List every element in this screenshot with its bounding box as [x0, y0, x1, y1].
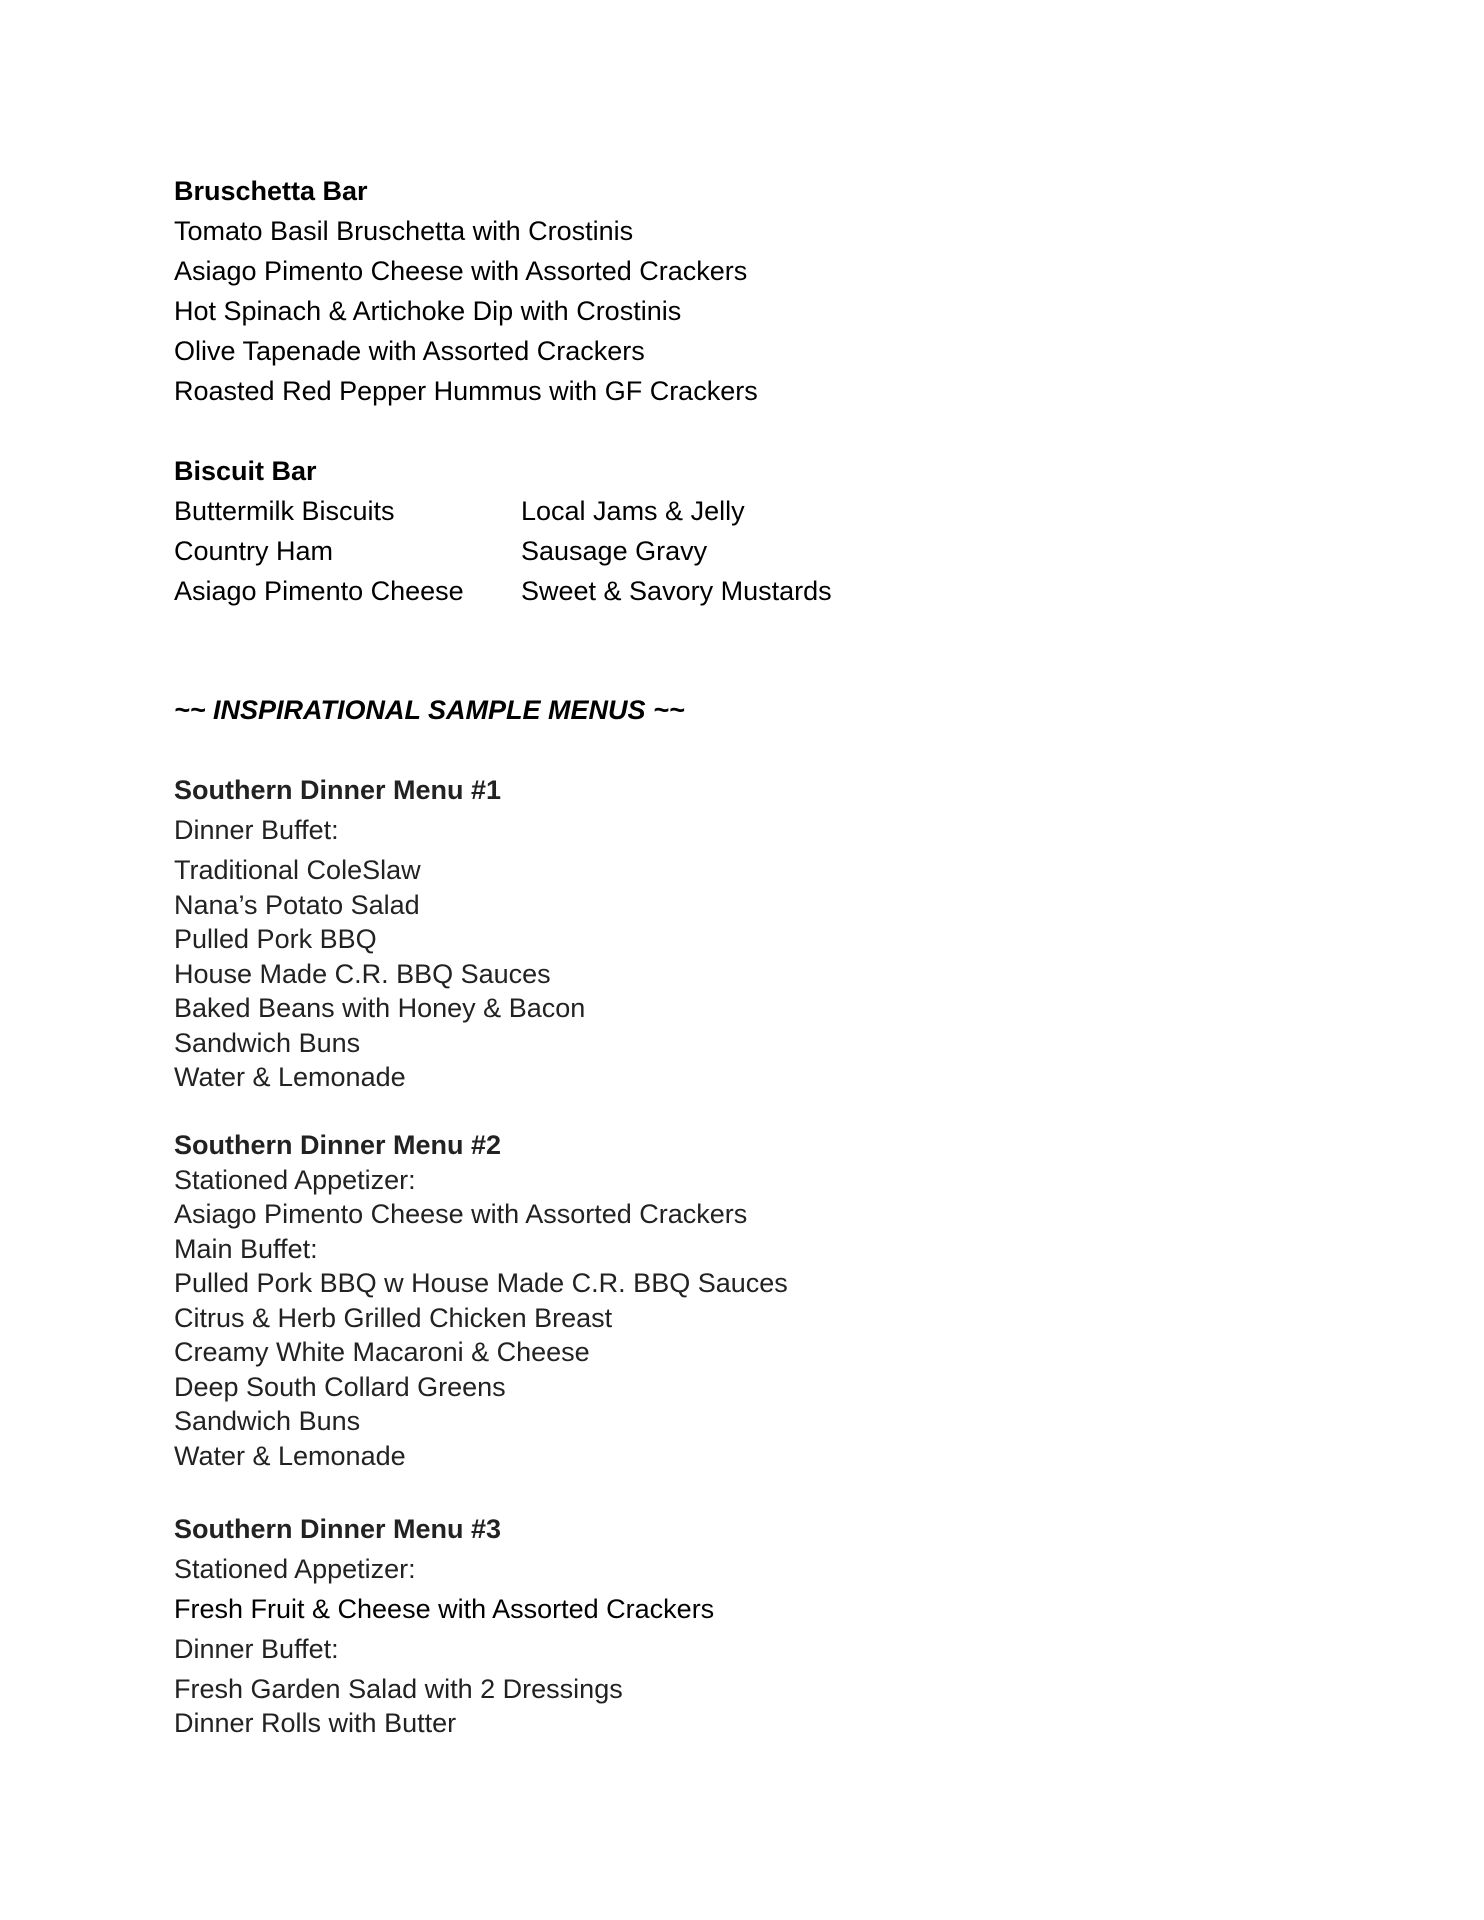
biscuit-bar-title: Biscuit Bar	[174, 456, 317, 486]
menu2-item: Creamy White Macaroni & Cheese	[174, 1337, 590, 1367]
menu1-item: Water & Lemonade	[174, 1062, 406, 1092]
sample-menus-heading: ~~ INSPIRATIONAL SAMPLE MENUS ~~	[174, 695, 685, 725]
menu1-item: Pulled Pork BBQ	[174, 924, 377, 954]
menu1-item: Sandwich Buns	[174, 1028, 361, 1058]
menu3-buffet-label: Dinner Buffet:	[174, 1634, 339, 1664]
menu3-appetizer-label: Stationed Appetizer:	[174, 1554, 416, 1584]
bruschetta-bar-title: Bruschetta Bar	[174, 176, 368, 206]
menu1-item: Nana’s Potato Salad	[174, 890, 420, 920]
menu2-appetizer: Asiago Pimento Cheese with Assorted Crackers	[174, 1199, 748, 1229]
menu3-item: Dinner Rolls with Butter	[174, 1708, 457, 1738]
bruschetta-item: Roasted Red Pepper Hummus with GF Crackers	[174, 376, 758, 406]
bruschetta-item: Tomato Basil Bruschetta with Crostinis	[174, 216, 634, 246]
menu3-item: Fresh Garden Salad with 2 Dressings	[174, 1674, 623, 1704]
biscuit-item-left: Country Ham	[174, 536, 334, 566]
menu1-title: Southern Dinner Menu #1	[174, 775, 502, 805]
menu3-title: Southern Dinner Menu #3	[174, 1514, 502, 1544]
menu1-buffet-label: Dinner Buffet:	[174, 815, 339, 845]
menu2-item: Pulled Pork BBQ w House Made C.R. BBQ Sauces	[174, 1268, 788, 1298]
bruschetta-item: Olive Tapenade with Assorted Crackers	[174, 336, 645, 366]
biscuit-item-left: Asiago Pimento Cheese	[174, 576, 464, 606]
menu2-buffet-label: Main Buffet:	[174, 1234, 318, 1264]
menu1-item: House Made C.R. BBQ Sauces	[174, 959, 551, 989]
menu2-title: Southern Dinner Menu #2	[174, 1130, 502, 1160]
menu2-appetizer-label: Stationed Appetizer:	[174, 1165, 416, 1195]
menu2-item: Sandwich Buns	[174, 1406, 361, 1436]
biscuit-item-right: Sausage Gravy	[521, 536, 708, 566]
menu3-appetizer: Fresh Fruit & Cheese with Assorted Crackers	[174, 1594, 715, 1624]
menu2-item: Citrus & Herb Grilled Chicken Breast	[174, 1303, 613, 1333]
menu1-item: Traditional ColeSlaw	[174, 855, 421, 885]
biscuit-item-left: Buttermilk Biscuits	[174, 496, 395, 526]
bruschetta-item: Hot Spinach & Artichoke Dip with Crostinis	[174, 296, 682, 326]
biscuit-item-right: Sweet & Savory Mustards	[521, 576, 832, 606]
bruschetta-item: Asiago Pimento Cheese with Assorted Crackers	[174, 256, 748, 286]
menu2-item: Water & Lemonade	[174, 1441, 406, 1471]
menu2-item: Deep South Collard Greens	[174, 1372, 506, 1402]
biscuit-item-right: Local Jams & Jelly	[521, 496, 745, 526]
menu1-item: Baked Beans with Honey & Bacon	[174, 993, 586, 1023]
